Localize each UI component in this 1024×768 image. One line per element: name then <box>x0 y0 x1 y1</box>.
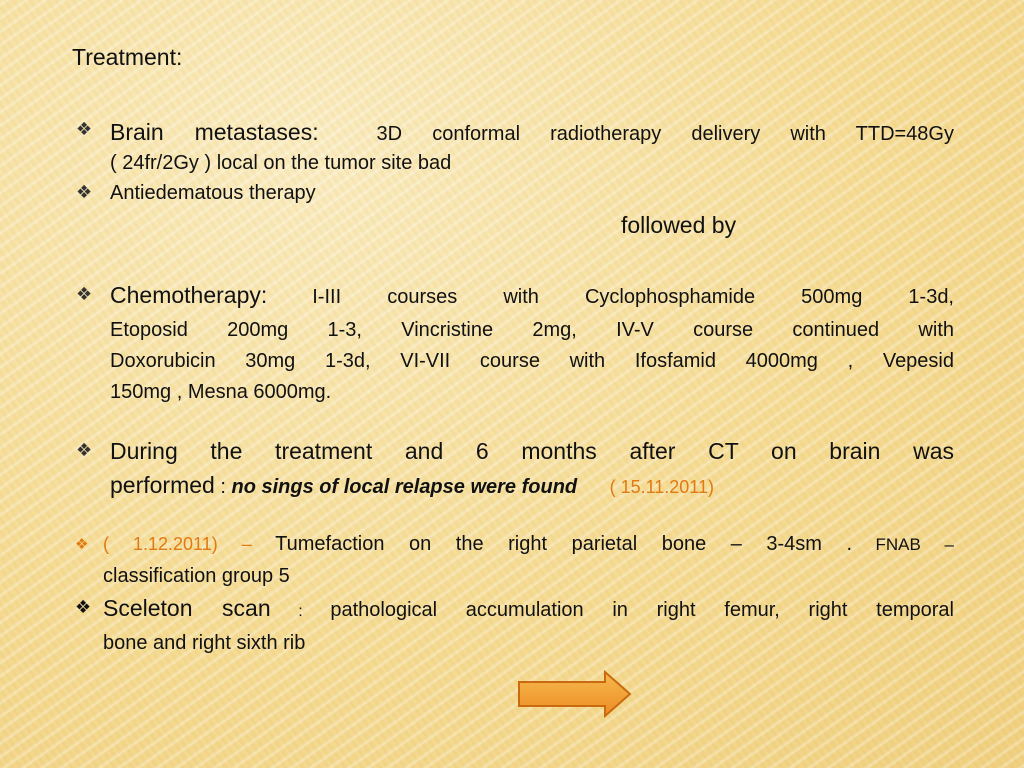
skeleton-colon: : <box>298 603 303 620</box>
antiedematous-text: Antiedematous therapy <box>110 182 316 204</box>
right-arrow-icon[interactable] <box>517 670 633 718</box>
brain-label: Brain metastases: <box>110 119 319 145</box>
skeleton-scan-item <box>72 592 954 658</box>
followed-by-text: followed by <box>621 212 737 238</box>
chemo-line-1 <box>110 279 954 315</box>
tumefaction-date: ( 1.12.2011) – <box>103 534 252 554</box>
brain-metastases-item <box>72 116 954 177</box>
tumefaction-line-2: classification group 5 <box>103 565 290 587</box>
diamond-bullet-icon: ❖ <box>76 182 93 202</box>
fnab-text: FNAB – <box>875 535 954 554</box>
skeleton-line-1 <box>103 592 954 628</box>
diamond-bullet-icon: ❖ <box>76 119 93 139</box>
chemo-label: Chemotherapy: <box>110 282 268 308</box>
finding-text: no sings of local relapse were found <box>231 476 578 498</box>
tumefaction-line-1 <box>103 529 954 561</box>
skeleton-line-2: bone and right sixth rib <box>103 632 306 654</box>
brain-text-1: 3D conformal radiotherapy delivery with TTD=48Gy <box>376 123 954 145</box>
diamond-bullet-icon: ❖ <box>76 284 93 304</box>
finding-date: ( 15.11.2011) <box>609 477 714 497</box>
brain-line-1 <box>110 116 954 152</box>
performed-text: performed <box>110 472 215 498</box>
brain-text-2: ( 24fr/2Gy ) local on the tumor site bad <box>110 152 452 174</box>
chemo-text-1: I-III courses with Cyclophosphamide 500mg 1-3d, <box>312 286 954 308</box>
diamond-bullet-icon: ❖ <box>75 597 92 617</box>
during-line-1: During the treatment and 6 months after CT on brain was <box>110 438 954 464</box>
antiedematous-item <box>72 180 954 206</box>
skeleton-text: pathological accumulation in right femur, right temporal <box>330 599 954 621</box>
diamond-bullet-icon: ❖ <box>75 536 89 553</box>
chemotherapy-item <box>72 279 954 408</box>
during-treatment-item <box>72 434 954 506</box>
chemo-line-4: 150mg , Mesna 6000mg. <box>110 381 332 403</box>
chemo-line-2: Etoposid 200mg 1-3, Vincristine 2mg, IV-V course continued with <box>110 319 954 341</box>
tumefaction-item <box>72 529 954 591</box>
slide-heading: Treatment: <box>72 44 183 70</box>
skeleton-label: Sceleton scan <box>103 595 271 621</box>
during-line-2 <box>110 468 954 506</box>
tumefaction-text: Tumefaction on the right parietal bone – 3-4sm . <box>275 533 853 555</box>
during-colon: : <box>214 476 232 498</box>
chemo-line-3: Doxorubicin 30mg 1-3d, VI-VII course with Ifosfamid 4000mg , Vepesid <box>110 350 954 372</box>
diamond-bullet-icon: ❖ <box>76 440 93 460</box>
